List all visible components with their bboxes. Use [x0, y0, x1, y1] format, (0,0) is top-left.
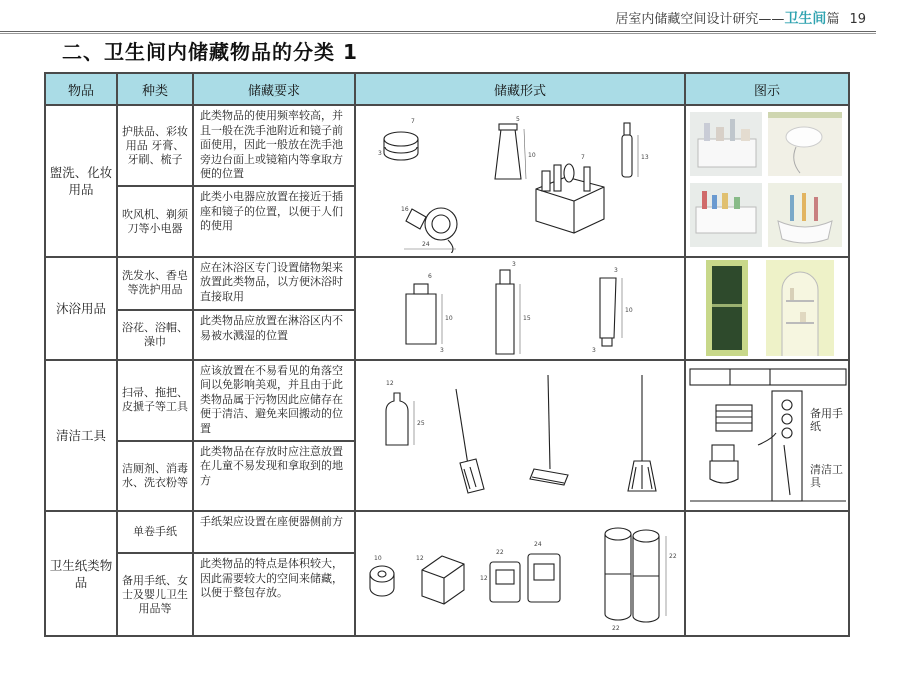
dim-label: 6: [428, 273, 432, 281]
dim-label: 5: [516, 116, 520, 123]
page-number: 19: [849, 12, 866, 27]
running-header: [615, 8, 866, 28]
dim-label: 12: [386, 380, 394, 388]
dim-label: 10: [374, 554, 382, 562]
toiletries-photos: [686, 109, 849, 253]
header-suffix: 篇: [826, 12, 840, 27]
dim-label: 10: [445, 315, 453, 323]
dim-label: 12: [480, 574, 488, 582]
dim-label: 3: [614, 267, 618, 275]
col-header-kind: 种类: [117, 73, 193, 105]
requirement-cell: 此类物品的使用频率较高，并且一般在洗手池附近和镜子前面使用，因此一般放在洗手池旁边台面上或镜箱内等拿取方便的位置: [193, 105, 355, 186]
table-row: [45, 511, 849, 553]
requirement-cell: 应该放置在不易看见的角落空间以免影响美观，并且由于此类物品属于污物因此应储存在便于清洁、避免来回搬动的位置: [193, 360, 355, 441]
dim-label: 7: [411, 118, 415, 125]
dim-label: 3: [440, 347, 444, 355]
dim-label: 3: [378, 150, 382, 157]
dim-label: 15: [523, 315, 531, 323]
requirement-cell: 此类物品在存放时应注意放置在儿童不易发现和拿取到的地方: [193, 441, 355, 512]
bath-sketch: [356, 258, 685, 358]
dim-label: 24: [422, 241, 430, 248]
table-row: [45, 105, 849, 186]
category-cell: 卫生纸类物品: [45, 511, 117, 636]
illustration-toiletries: [685, 105, 849, 257]
header-accent: 卫生间: [784, 11, 827, 27]
dim-label: 22: [612, 624, 620, 632]
header-rule-thin: [0, 33, 876, 34]
requirement-cell: 此类物品应放置在淋浴区内不易被水溅湿的位置: [193, 310, 355, 359]
classification-table: [44, 72, 850, 637]
dim-label: 25: [417, 420, 425, 428]
storage-form-cleaning: [355, 360, 685, 512]
illustration-bath: [685, 257, 849, 360]
kind-cell: 洁厕剂、消毒水、洗衣粉等: [117, 441, 193, 512]
table-header-row: [45, 73, 849, 105]
header-prefix: 居室内储藏空间设计研究——: [615, 12, 785, 27]
category-cell: 盥洗、化妆用品: [45, 105, 117, 257]
storage-form-paper: [355, 511, 685, 636]
dim-label: 10: [528, 152, 536, 159]
table-row: [45, 360, 849, 441]
col-header-item: 物品: [45, 73, 117, 105]
dim-label: 13: [641, 154, 649, 161]
category-cell: 沐浴用品: [45, 257, 117, 360]
dim-label: 22: [669, 552, 677, 560]
requirement-cell: 此类小电器应放置在接近于插座和镜子的位置，以便于人们的使用: [193, 186, 355, 257]
storage-form-toiletries: [355, 105, 685, 257]
paper-sketch: [356, 514, 685, 634]
kind-cell: 浴花、浴帽、澡巾: [117, 310, 193, 359]
dim-label: 7: [581, 154, 585, 161]
kind-cell: 单卷手纸: [117, 511, 193, 553]
kind-cell: 扫帚、拖把、皮搋子等工具: [117, 360, 193, 441]
dim-label: 12: [416, 554, 424, 562]
dim-label: 16: [401, 206, 409, 213]
header-rule: [0, 31, 876, 32]
label-cleaning-tools: 清洁工具: [810, 462, 843, 489]
illustration-paper: [685, 511, 849, 636]
col-header-form: 储藏形式: [355, 73, 685, 105]
dim-label: 24: [534, 540, 542, 548]
dim-label: 3: [592, 347, 596, 355]
table-row: [45, 257, 849, 310]
bath-photos: [686, 258, 849, 358]
requirement-cell: 应在沐浴区专门设置储物架来放置此类物品，以方便沐浴时直接取用: [193, 257, 355, 310]
category-cell: 清洁工具: [45, 360, 117, 512]
col-header-illustration: 图示: [685, 73, 849, 105]
cleaning-sketch: [356, 365, 685, 505]
toiletries-sketch: [356, 109, 685, 253]
dim-label: 10: [625, 307, 633, 315]
illustration-cleaning: [685, 360, 849, 512]
label-spare-paper: 备用手纸: [810, 406, 843, 433]
kind-cell: 洗发水、香皂等洗护用品: [117, 257, 193, 310]
requirement-cell: 此类物品的特点是体积较大，因此需要较大的空间来储藏，以便于整包存放。: [193, 553, 355, 636]
requirement-cell: 手纸架应设置在座便器侧前方: [193, 511, 355, 553]
page-title: 二、卫生间内储藏物品的分类 1: [62, 40, 358, 64]
dim-label: 22: [496, 548, 504, 556]
dim-label: 3: [512, 261, 516, 269]
col-header-requirement: 储藏要求: [193, 73, 355, 105]
kind-cell: 护肤品、彩妆用品 牙膏、牙刷、梳子: [117, 105, 193, 186]
kind-cell: 吹风机、剃须刀等小电器: [117, 186, 193, 257]
storage-form-bath: [355, 257, 685, 360]
kind-cell: 备用手纸、女士及婴儿卫生用品等: [117, 553, 193, 636]
